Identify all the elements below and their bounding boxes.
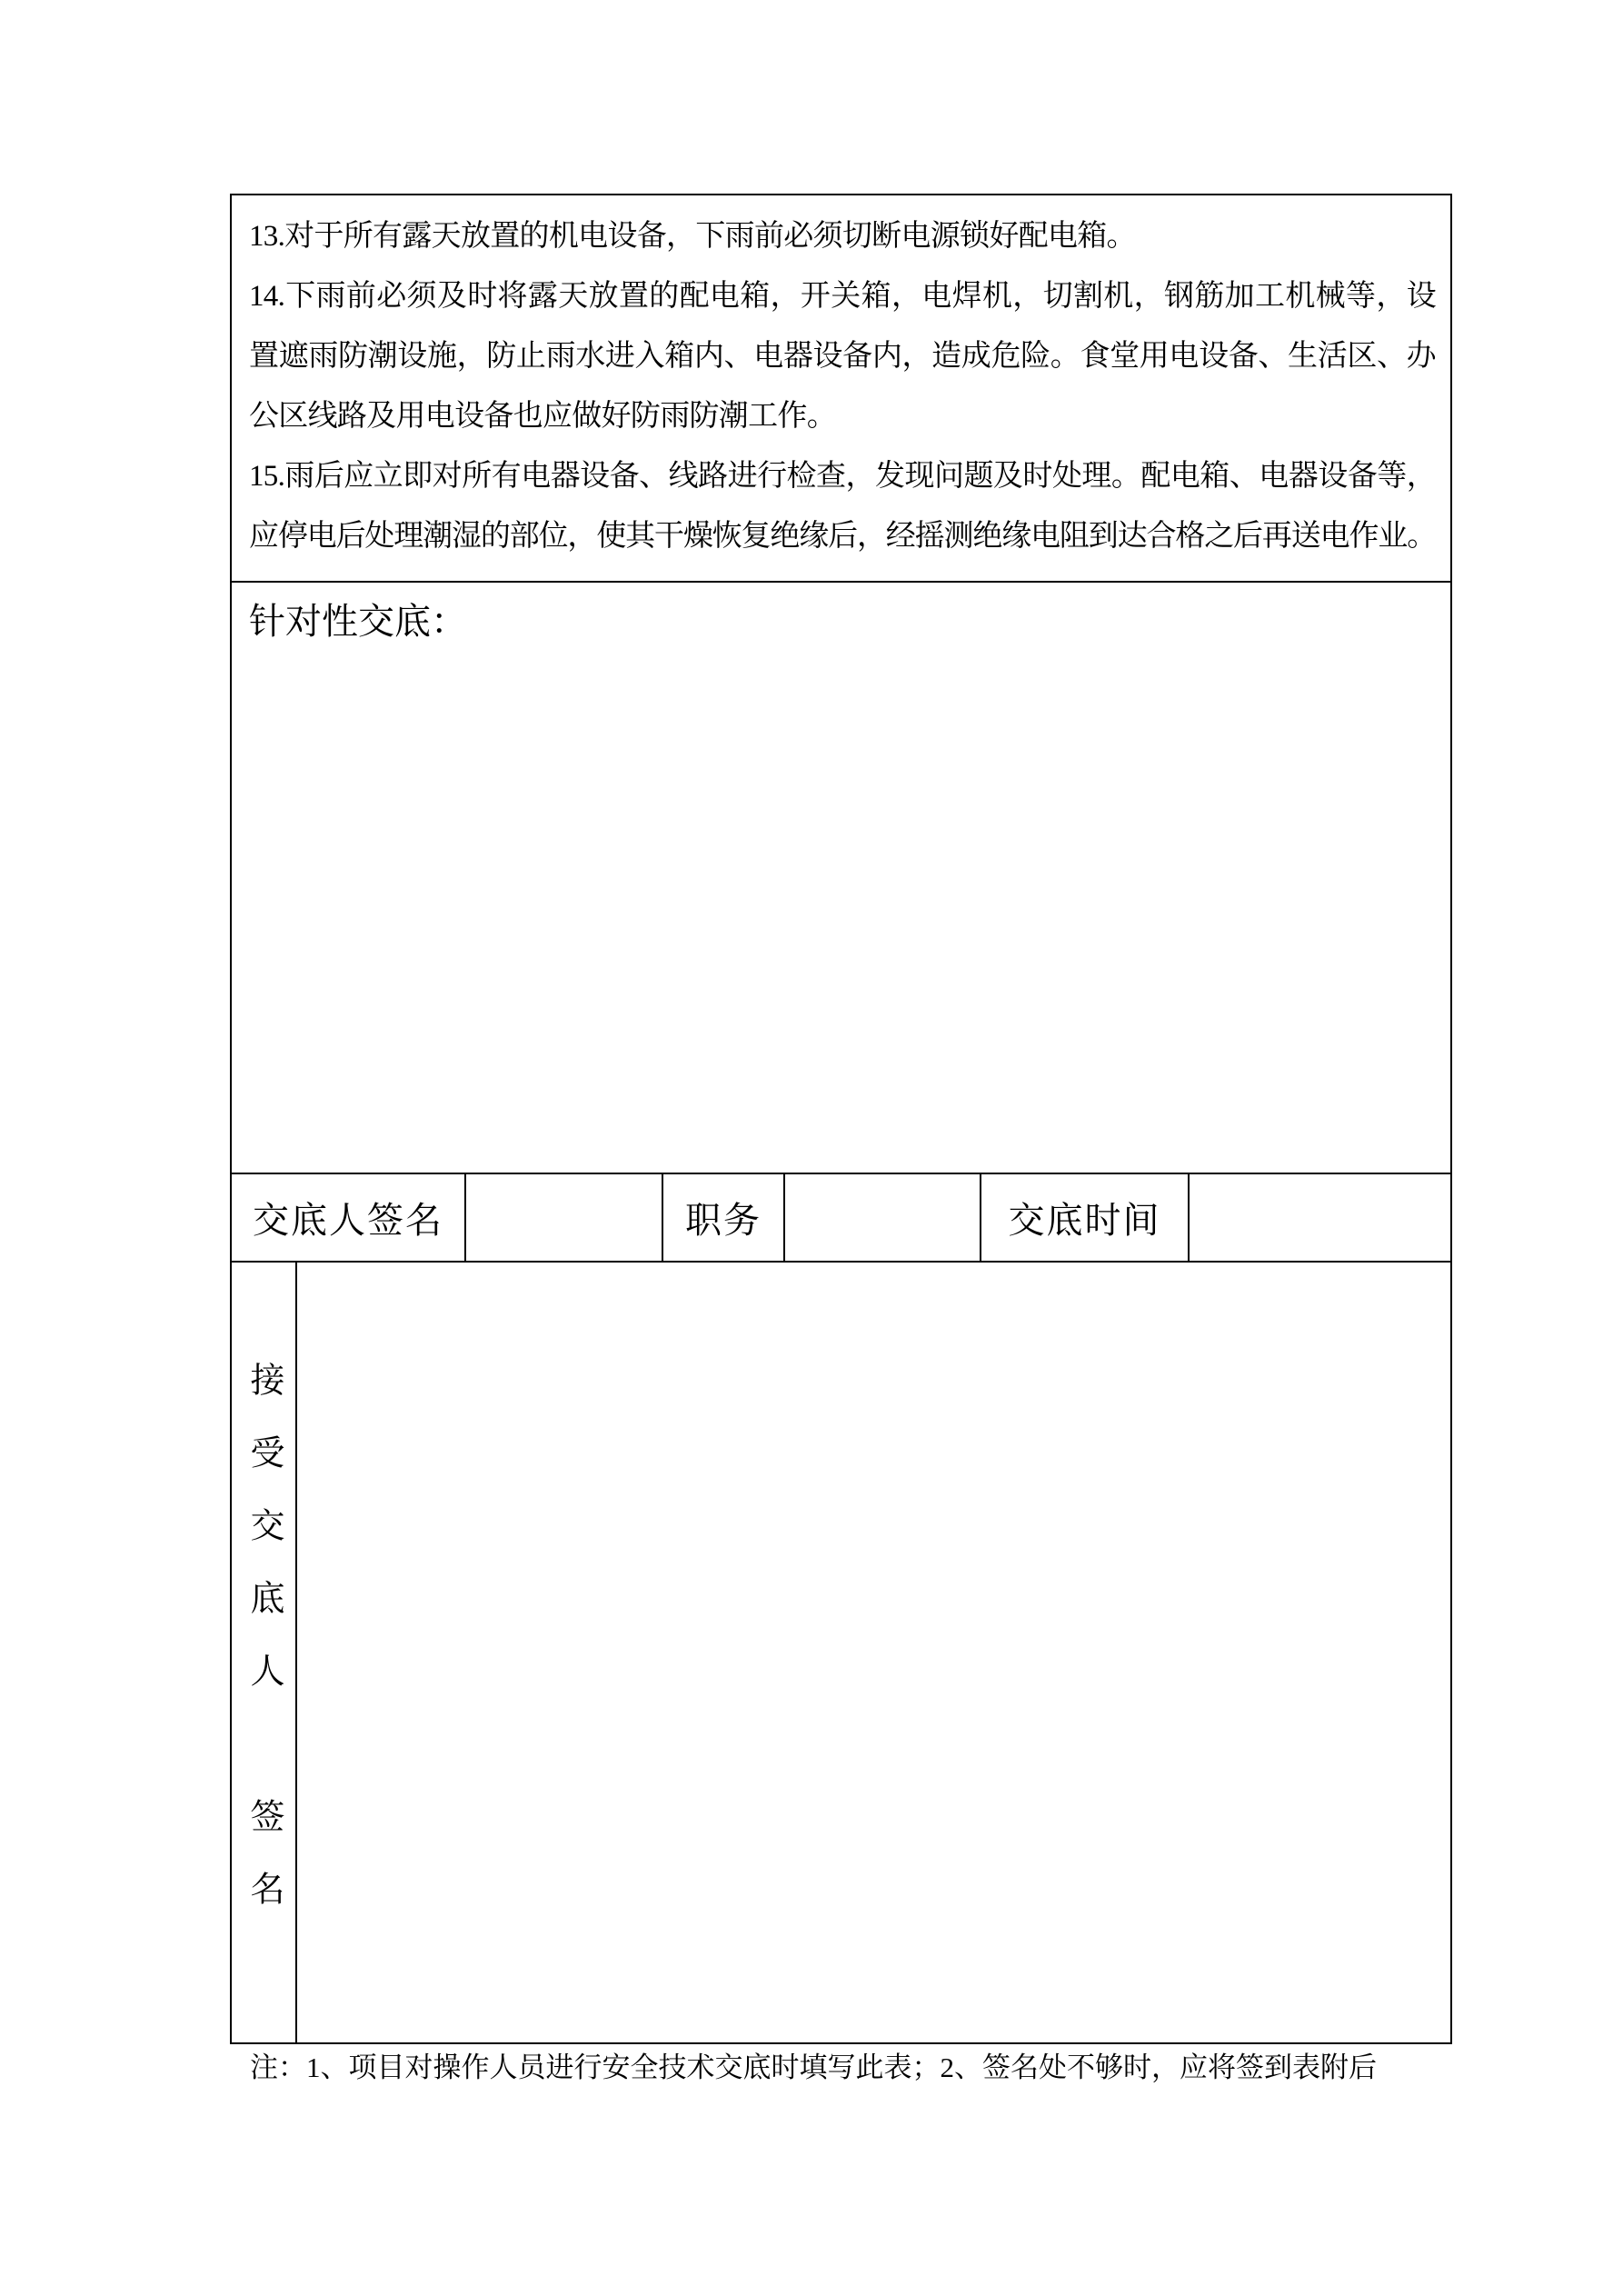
signature-row [232,1173,1450,1261]
targeted-disclosure-section [232,581,1450,1173]
item-15-line-1: 15.雨后应立即对所有电器设备、线路进行检查，发现问题及时处理。配电箱、电器设备等， [249,460,1436,493]
disclosure-time-field [1190,1174,1450,1261]
discloser-signature-field [466,1174,663,1261]
position-label: 职务 [663,1174,785,1261]
targeted-disclosure-label: 针对性交底： [249,601,467,642]
receiver-signature-area [297,1263,1450,2042]
position-field [785,1174,981,1261]
receiver-signature-label-cell [232,1263,297,2042]
receiver-signature-section [232,1261,1450,2042]
safety-disclosure-form-table [230,194,1452,2044]
receiver-signature-label: 接受交底人 签名 [244,1362,283,1943]
item-14-line-2: 置遮雨防潮设施，防止雨水进入箱内、电器设备内，造成危险。食堂用电设备、生活区、办 [249,340,1436,373]
disclosure-time-label: 交底时间 [981,1174,1190,1261]
footnote: 注：1、项目对操作人员进行安全技术交底时填写此表；2、签名处不够时，应将签到表附后 [250,2051,1377,2083]
item-14-line-1: 14.下雨前必须及时将露天放置的配电箱，开关箱，电焊机，切割机，钢筋加工机械等，设 [249,280,1436,313]
item-15-line-2: 应停电后处理潮湿的部位，使其干燥恢复绝缘后，经摇测绝缘电阻到达合格之后再送电作业。 [249,520,1436,553]
item-13-line: 13.对于所有露天放置的机电设备，下雨前必须切断电源锁好配电箱。 [249,220,1136,253]
general-items-section [232,195,1450,581]
discloser-signature-label: 交底人签名 [232,1174,466,1261]
item-14-line-3: 公区线路及用电设备也应做好防雨防潮工作。 [249,400,837,433]
